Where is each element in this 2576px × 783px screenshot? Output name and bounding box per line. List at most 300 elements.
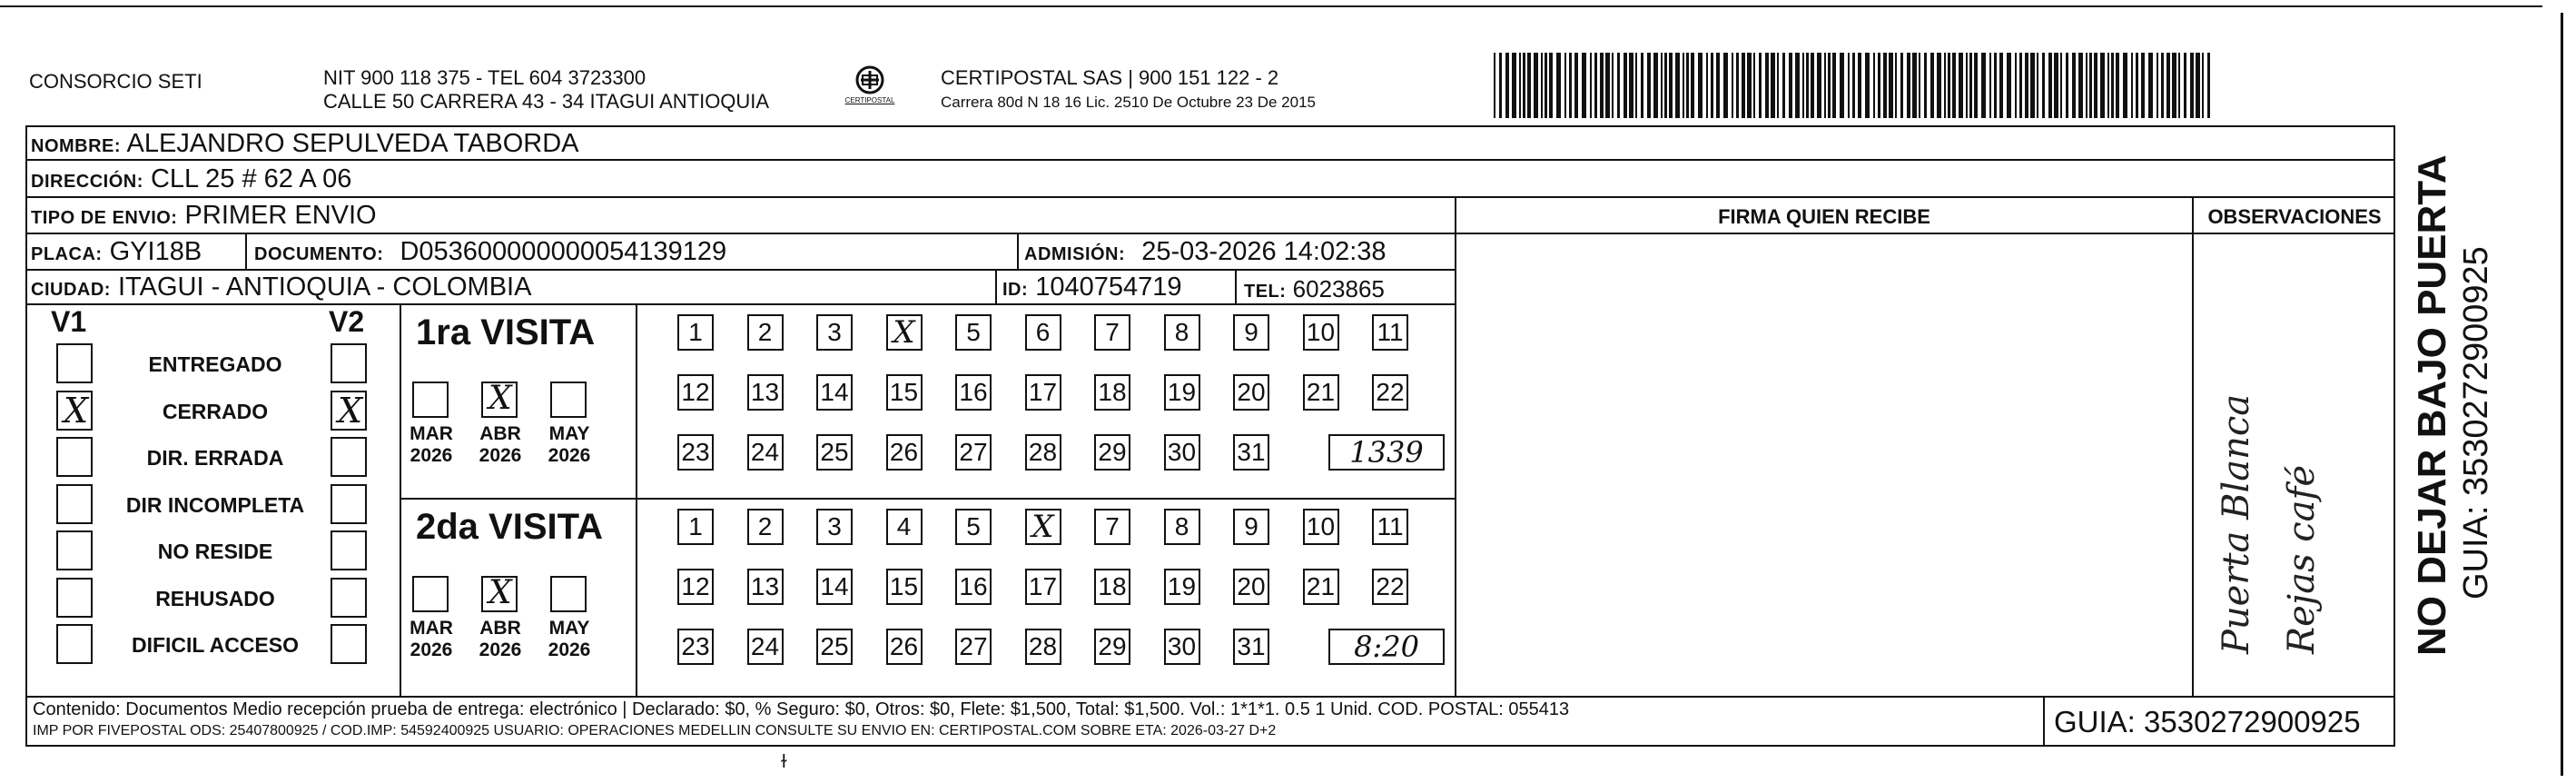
month-label [539,423,599,467]
month-check-mark: X [489,380,512,417]
documento-label: DOCUMENTO: [254,244,384,264]
tel-value: 6023865 [1292,275,1385,302]
barcode-bar [1732,53,1733,118]
barcode-bar [2207,53,2210,118]
barcode-bar [1771,53,1775,118]
id-value: 1040754719 [1035,273,1182,302]
v1-checkbox[interactable] [56,530,93,570]
day-box[interactable]: 23 [677,434,714,471]
day-box[interactable]: 4 [886,509,923,545]
day-box[interactable]: 29 [1094,434,1130,471]
footer-line2: IMP POR FIVEPOSTAL ODS: 25407800925 / COD.IMP: 54592400925 USUARIO: OPERACIONES MEDELLIN CONSULTE SU ENVIO EN: CERTIPOSTAL.COM SOBRE ETA: 2026-03-27 D+2 [33,723,1277,738]
barcode-bar [1817,53,1821,118]
month-name: MAR [410,423,453,444]
tel-label: TEL: [1244,282,1287,302]
documento-field [254,237,726,269]
status-label: DIFICIL ACCESO [131,633,299,657]
barcode-bar [1512,53,1516,118]
visit2-title: 2da VISITA [416,507,603,547]
right-border [2561,13,2563,776]
day-box[interactable]: 20 [1233,374,1269,411]
day-box[interactable]: 31 [1233,629,1269,665]
month-name: MAY [548,618,590,639]
col-line [1235,269,1237,303]
barcode-bar [1612,53,1614,118]
day-box[interactable]: 29 [1094,629,1130,665]
day-box[interactable]: 30 [1164,434,1200,471]
barcode-bar [1924,53,1927,118]
barcode-bar [1617,53,1620,118]
month-year: 2026 [410,639,453,660]
day-box[interactable]: 18 [1094,374,1130,411]
barcode-bar [2030,53,2035,118]
barcode-bar [2007,53,2011,118]
col-line [2192,196,2194,696]
barcode-bar [2078,53,2083,118]
barcode-bar [1753,53,1755,118]
barcode-bar [1832,53,1836,118]
barcode-bar [1878,53,1880,118]
day-box[interactable]: 24 [747,629,784,665]
v2-checkbox[interactable] [331,484,367,524]
v2-checkbox[interactable] [331,437,367,477]
barcode-bar [1523,53,1525,118]
admision-label: ADMISIÓN: [1024,244,1126,264]
col-line [245,233,247,269]
month-label [401,423,461,467]
certipostal-line: CERTIPOSTAL SAS | 900 151 122 - 2 [941,66,1279,89]
barcode-bar [2202,53,2204,118]
visit-time-note[interactable]: 1339 [1328,434,1445,471]
month-label [401,618,461,661]
barcode [1494,53,2220,118]
barcode-bar [1969,53,1972,118]
v1-label: V1 [51,305,87,338]
barcode-bar [1848,53,1850,118]
direccion-label: DIRECCIÓN: [31,172,143,192]
ciudad-field [31,273,531,304]
v2-checkbox[interactable] [331,530,367,570]
barcode-bar [1683,53,1684,118]
day-box[interactable]: 17 [1025,374,1061,411]
barcode-bar [1716,53,1720,118]
barcode-bar [2190,53,2194,118]
day-box[interactable]: 13 [747,374,784,411]
day-box[interactable]: 17 [1025,569,1061,605]
day-box[interactable]: 16 [955,374,992,411]
day-box[interactable]: 5 [955,509,992,545]
v1-check-mark: X [64,390,89,431]
barcode-bar [1966,53,1968,118]
barcode-bar [1873,53,1875,118]
month-checkbox[interactable] [412,576,449,612]
direccion-value: CLL 25 # 62 A 06 [150,164,352,193]
day-box[interactable]: X [886,314,923,351]
ciudad-value: ITAGUI - ANTIOQUIA - COLOMBIA [118,273,532,302]
barcode-bar [1499,53,1502,118]
barcode-bar [1736,53,1739,118]
v1-checkbox[interactable] [56,343,93,383]
v2-checkbox[interactable] [331,391,367,431]
barcode-bar [2086,53,2087,118]
day-box[interactable]: 22 [1372,374,1408,411]
month-label [470,423,530,467]
barcode-bar [1664,53,1667,118]
barcode-bar [1742,53,1745,118]
day-box[interactable]: 12 [677,569,714,605]
barcode-bar [2184,53,2186,118]
v1-checkbox[interactable] [56,624,93,664]
status-label: DIR INCOMPLETA [125,492,305,517]
footer-guia: GUIA: 3530272900925 [2054,705,2361,738]
barcode-bar [1907,53,1910,118]
day-box[interactable]: 1 [677,314,714,351]
day-box[interactable]: 18 [1094,569,1130,605]
barcode-bar [1574,53,1578,118]
barcode-bar [1675,53,1680,118]
day-box[interactable]: 20 [1233,569,1269,605]
day-box[interactable]: 3 [816,314,853,351]
admision-field [1024,237,1387,269]
barcode-bar [1811,53,1814,118]
observacion-handwritten-2: Rejas café [2281,464,2323,654]
day-box[interactable]: 10 [1303,509,1339,545]
barcode-bar [1865,53,1870,118]
barcode-bar [1505,53,1509,118]
barcode-bar [2136,53,2138,118]
col-line [1017,233,1019,269]
id-label: ID: [1002,280,1029,300]
day-box[interactable]: 23 [677,629,714,665]
barcode-bar [1624,53,1627,118]
month-checkbox[interactable] [550,382,587,418]
barcode-bar [2019,53,2022,118]
month-name: ABR [479,423,521,444]
day-box[interactable]: 7 [1094,314,1130,351]
v2-checkbox[interactable] [331,624,367,664]
month-checkbox[interactable] [412,382,449,418]
barcode-bar [1494,53,1495,118]
day-box[interactable]: 13 [747,569,784,605]
day-box[interactable]: 22 [1372,569,1408,605]
barcode-bar [2172,53,2176,118]
firma-header-underline [2192,233,2395,234]
barcode-bar [1759,53,1762,118]
barcode-bar [2107,53,2109,118]
day-box[interactable]: 1 [677,509,714,545]
firma-header: FIRMA QUIEN RECIBE [1718,205,1930,228]
tipo-envio-label: TIPO DE ENVIO: [31,208,178,228]
footer-line1: Contenido: Documentos Medio recepción prueba de entrega: electrónico | Declarado: $0, % Seguro: $0, Otros: $0, Flete: $1,500, Total: $1,500. Vol.: 1*1*1. 0.5 1 Unid. COD. POSTAL: 055413 [33,699,1570,719]
day-box[interactable]: 14 [816,374,853,411]
day-box[interactable]: 26 [886,434,923,471]
barcode-bar [2048,53,2052,118]
barcode-bar [1765,53,1769,118]
barcode-bar [1519,53,1521,118]
barcode-bar [1691,53,1694,118]
side-guia: GUIA: 3530272900925 [2457,246,2495,600]
barcode-bar [2157,53,2158,118]
barcode-bar [1747,53,1752,118]
barcode-bar [1549,53,1553,118]
barcode-bar [1723,53,1728,118]
barcode-bar [1802,53,1804,118]
month-year: 2026 [548,445,591,466]
barcode-bar [1711,53,1713,118]
barcode-bar [1669,53,1673,118]
barcode-bar [2166,53,2170,118]
month-checkbox[interactable] [481,576,518,612]
barcode-bar [2072,53,2076,118]
barcode-bar [2042,53,2045,118]
barcode-bar [1989,53,1991,118]
day-box[interactable]: 2 [747,509,784,545]
barcode-bar [2054,53,2058,118]
month-label [470,618,530,661]
barcode-bar [1795,53,1800,118]
day-box[interactable]: 10 [1303,314,1339,351]
placa-field [31,237,202,269]
direccion-field [31,164,351,196]
barcode-bar [1600,53,1604,118]
barcode-bar [1635,53,1637,118]
barcode-bar [2089,53,2092,118]
barcode-bar [1824,53,1826,118]
barcode-bar [1641,53,1643,118]
license-line: Carrera 80d N 18 16 Lic. 2510 De Octubre 23 De 2015 [941,94,1316,111]
barcode-bar [1556,53,1561,118]
no-dejar-warning: NO DEJAR BAJO PUERTA [2410,154,2454,656]
visit-time-note[interactable]: 8:20 [1328,629,1445,665]
barcode-bar [1948,53,1950,118]
visit1-title: 1ra VISITA [416,312,596,352]
v1-checkbox[interactable] [56,578,93,618]
observacion-handwritten-1: Puerta Blanca [2216,393,2257,654]
visit-divider [400,498,1455,500]
barcode-bar [2111,53,2114,118]
day-box[interactable]: 27 [955,629,992,665]
day-box[interactable]: 15 [886,569,923,605]
barcode-bar [1541,53,1543,118]
tipo-envio-value: PRIMER ENVIO [184,201,377,230]
barcode-bar [1647,53,1651,118]
month-year: 2026 [479,445,522,466]
row-line [25,696,2395,698]
day-box[interactable]: 11 [1372,509,1408,545]
v2-check-mark: X [338,390,363,431]
barcode-bar [1895,53,1897,118]
barcode-bar [1569,53,1572,118]
footer-divider [2043,696,2045,747]
barcode-bar [2116,53,2119,118]
barcode-bar [1912,53,1917,118]
v1-checkbox[interactable] [56,437,93,477]
id-field [1002,273,1182,304]
day-box[interactable]: 25 [816,434,853,471]
day-box[interactable]: 8 [1164,314,1200,351]
nombre-value: ALEJANDRO SEPULVEDA TABORDA [126,129,579,158]
barcode-bar [2196,53,2200,118]
barcode-bar [2094,53,2097,118]
barcode-bar [1840,53,1844,118]
day-box[interactable]: 24 [747,434,784,471]
barcode-bar [1534,53,1538,118]
v1-checkbox[interactable] [56,391,93,431]
barcode-bar [1789,53,1792,118]
day-box[interactable]: 31 [1233,434,1269,471]
barcode-bar [1661,53,1663,118]
day-box[interactable]: 16 [955,569,992,605]
status-label: REHUSADO [155,586,275,610]
day-box[interactable]: 2 [747,314,784,351]
barcode-bar [2178,53,2180,118]
documento-value: D053600000000054139129 [400,237,727,266]
status-label: NO RESIDE [157,540,273,563]
barcode-bar [1852,53,1855,118]
barcode-bar [1919,53,1920,118]
tel-field [1244,274,1385,306]
barcode-bar [1806,53,1809,118]
top-border [0,5,2542,7]
barcode-bar [1686,53,1689,118]
v1-checkbox[interactable] [56,484,93,524]
barcode-bar [1858,53,1861,118]
day-box[interactable]: 11 [1372,314,1408,351]
barcode-bar [1629,53,1633,118]
day-box[interactable]: 28 [1025,629,1061,665]
nit-line: NIT 900 118 375 - TEL 604 3723300 [323,66,646,89]
barcode-bar [2131,53,2133,118]
barcode-bar [2100,53,2105,118]
visit-divider [636,303,637,696]
v2-checkbox[interactable] [331,578,367,618]
barcode-bar [2060,53,2062,118]
barcode-bar [2123,53,2127,118]
col-line [995,269,997,303]
day-box[interactable]: 3 [816,509,853,545]
nombre-field [31,129,579,161]
barcode-bar [1930,53,1934,118]
barcode-bar [2025,53,2028,118]
ciudad-label: CIUDAD: [31,280,111,300]
day-box[interactable]: 21 [1303,374,1339,411]
day-box[interactable]: 9 [1233,509,1269,545]
v2-checkbox[interactable] [331,343,367,383]
month-year: 2026 [548,639,591,660]
barcode-bar [2066,53,2068,118]
row-line [25,233,2395,234]
barcode-bar [1605,53,1610,118]
barcode-bar [1594,53,1597,118]
day-box[interactable]: 15 [886,374,923,411]
barcode-bar [1527,53,1531,118]
barcode-bar [1777,53,1779,118]
month-year: 2026 [479,639,522,660]
barcode-bar [1944,53,1946,118]
barcode-bar [2148,53,2153,118]
barcode-bar [1981,53,1986,118]
day-box[interactable]: 27 [955,434,992,471]
month-name: ABR [479,618,521,639]
status-label: CERRADO [162,399,269,423]
bottom-mark: ɫ [781,752,787,772]
observaciones-header: OBSERVACIONES [2207,205,2382,228]
day-box[interactable]: 30 [1164,629,1200,665]
col-line [1455,196,1456,696]
barcode-bar [1545,53,1547,118]
day-box[interactable]: 25 [816,629,853,665]
barcode-bar [1900,53,1903,118]
certipostal-logo [835,64,904,109]
day-box[interactable]: 14 [816,569,853,605]
barcode-bar [1698,53,1703,118]
barcode-bar [1828,53,1831,118]
day-box[interactable]: 5 [955,314,992,351]
barcode-bar [1564,53,1566,118]
row-line [25,269,1455,271]
barcode-bar [2161,53,2164,118]
month-checkbox[interactable] [481,382,518,418]
barcode-bar [1706,53,1708,118]
day-box[interactable]: 12 [677,374,714,411]
nombre-label: NOMBRE: [31,136,122,156]
month-name: MAR [410,618,453,639]
day-box[interactable]: 19 [1164,569,1200,605]
placa-value: GYI18B [109,237,202,266]
barcode-bar [1937,53,1941,118]
barcode-bar [2141,53,2145,118]
barcode-bar [1999,53,2003,118]
address-line: CALLE 50 CARRERA 43 - 34 ITAGUI ANTIOQUIA [323,90,770,113]
day-box[interactable]: 19 [1164,374,1200,411]
barcode-bar [1889,53,1893,118]
barcode-bar [2037,53,2038,118]
day-box[interactable]: 8 [1164,509,1200,545]
placa-label: PLACA: [31,244,103,264]
tipo-envio-field [31,201,377,233]
barcode-bar [1782,53,1785,118]
barcode-bar [1994,53,1997,118]
logo-caption: CERTIPOSTAL [844,96,895,104]
row-line [25,196,2395,198]
day-box[interactable]: 28 [1025,434,1061,471]
status-label: DIR. ERRADA [146,446,284,470]
barcode-bar [1582,53,1586,118]
day-box[interactable]: X [1025,509,1061,545]
barcode-bar [1974,53,1978,118]
barcode-bar [1590,53,1592,118]
day-box[interactable]: 7 [1094,509,1130,545]
barcode-bar [1959,53,1963,118]
month-name: MAY [548,423,590,444]
barcode-bar [2015,53,2017,118]
company-name: CONSORCIO SETI [29,70,202,93]
barcode-bar [1883,53,1887,118]
barcode-bar [1952,53,1956,118]
v2-label: V2 [329,305,365,338]
day-box[interactable]: 21 [1303,569,1339,605]
day-box[interactable]: 26 [886,629,923,665]
day-box[interactable]: 9 [1233,314,1269,351]
status-label: ENTREGADO [148,352,282,376]
barcode-bar [1653,53,1658,118]
month-year: 2026 [410,445,453,466]
month-checkbox[interactable] [550,576,587,612]
day-box[interactable]: 6 [1025,314,1061,351]
month-label [539,618,599,661]
month-check-mark: X [489,574,512,611]
admision-value: 25-03-2026 14:02:38 [1141,237,1387,266]
